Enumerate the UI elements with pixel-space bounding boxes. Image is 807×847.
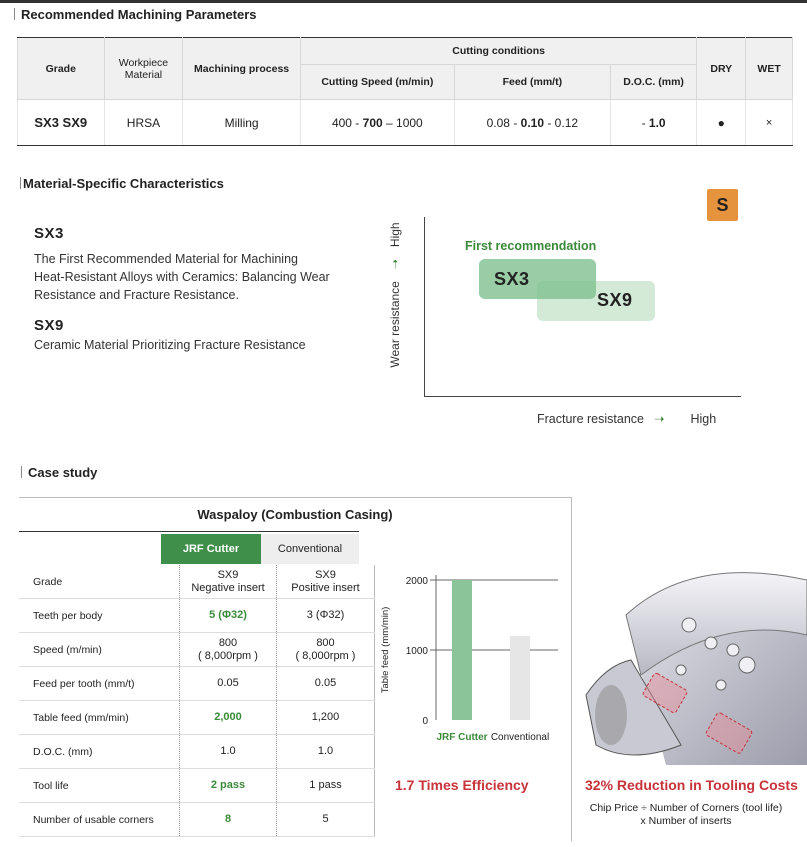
conventional-value: 0.05 [277, 667, 375, 701]
row-label: Teeth per body [19, 599, 180, 633]
jrf-value: 800 ( 8,000rpm ) [180, 633, 277, 667]
machining-parameters-table [17, 37, 793, 146]
section-title-case-study: Case study [21, 465, 97, 480]
cost-formula: Chip Price ÷ Number of Corners (tool life) x Number of inserts [589, 802, 783, 827]
y-tick-label: 1000 [405, 646, 428, 657]
cell-feed: 0.08 - 0.10 - 0.12 [454, 100, 610, 146]
table-row [19, 701, 375, 735]
bar [452, 580, 472, 720]
map-x-label: Fracture resistance ➝ High [537, 412, 717, 426]
header-feed: Feed (mm/t) [454, 65, 610, 100]
jrf-value: SX9 Negative insert [180, 565, 277, 599]
sx3-region-label: SX3 [494, 269, 530, 289]
x-category-label: Conventional [490, 732, 550, 743]
conventional-value: 3 (Φ32) [277, 599, 375, 633]
conventional-value: 1.0 [277, 735, 375, 769]
column-header-conventional: Conventional [261, 534, 359, 564]
case-title: Waspaloy (Combustion Casing) [197, 507, 393, 522]
casing-image [571, 465, 807, 765]
first-recommendation-label: First recommendation [465, 239, 597, 253]
cell-speed: 400 - 700 – 1000 [300, 100, 454, 146]
conventional-value: 5 [277, 803, 375, 837]
column-header-jrf: JRF Cutter [161, 534, 261, 564]
row-label: Tool life [19, 769, 180, 803]
row-label: Speed (m/min) [19, 633, 180, 667]
reduction-label: 32% Reduction in Tooling Costs [585, 777, 798, 793]
table-row [19, 803, 375, 837]
section-title-characteristics: Material-Specific Characteristics [20, 176, 224, 191]
y-axis-label: Table feed (mm/min) [380, 606, 391, 694]
jrf-value: 8 [180, 803, 277, 837]
map-y-label: Wear resistance➝High [388, 222, 402, 368]
cell-process: Milling [183, 100, 300, 146]
table-feed-chart [370, 565, 570, 755]
sx3-description: The First Recommended Material for Machining Heat-Resistant Alloys with Ceramics: Balancing Wear Resistance and Fracture Resistance. [34, 252, 330, 302]
table-row [19, 667, 375, 701]
header-cutting-conditions: Cutting conditions [300, 38, 697, 65]
jrf-value: 2,000 [180, 701, 277, 735]
header-process: Machining process [183, 38, 300, 100]
section-title-parameters: Recommended Machining Parameters [14, 7, 257, 22]
efficiency-label: 1.7 Times Efficiency [395, 777, 529, 793]
conventional-value: 1,200 [277, 701, 375, 735]
arrow-right-icon: ➝ [653, 412, 665, 426]
cell-wet: × [746, 100, 793, 146]
sx9-heading: SX9 [34, 317, 64, 334]
conventional-value: 800 ( 8,000rpm ) [277, 633, 375, 667]
y-tick-label: 0 [422, 716, 428, 727]
table-row [19, 633, 375, 667]
table-row [19, 735, 375, 769]
material-class-badge: S [707, 189, 738, 221]
sx9-region-label: SX9 [597, 290, 633, 310]
case-title-rule [19, 531, 359, 532]
header-doc: D.O.C. (mm) [610, 65, 697, 100]
table-row [19, 769, 375, 803]
row-label: D.O.C. (mm) [19, 735, 180, 769]
header-wet: WET [746, 38, 793, 100]
cell-dry: ● [697, 100, 746, 146]
jrf-value: 1.0 [180, 735, 277, 769]
sx3-heading: SX3 [34, 225, 64, 242]
row-label: Grade [19, 565, 180, 599]
cell-grade: SX3 SX9 [18, 100, 105, 146]
top-rule [0, 0, 807, 3]
map-y-axis [424, 217, 425, 397]
table-row [19, 565, 375, 599]
bar [510, 636, 530, 720]
header-workpiece: Workpiece Material [104, 38, 183, 100]
map-x-axis [424, 396, 741, 397]
jrf-value: 0.05 [180, 667, 277, 701]
header-speed: Cutting Speed (m/min) [300, 65, 454, 100]
y-tick-label: 2000 [405, 576, 428, 587]
arrow-up-icon: ➝ [388, 259, 402, 270]
x-category-label: JRF Cutter [436, 732, 488, 743]
jrf-value: 5 (Φ32) [180, 599, 277, 633]
conventional-value: SX9 Positive insert [277, 565, 375, 599]
conventional-value: 1 pass [277, 769, 375, 803]
table-row [19, 599, 375, 633]
case-study-table [19, 565, 375, 837]
row-label: Table feed (mm/min) [19, 701, 180, 735]
header-dry: DRY [697, 38, 746, 100]
row-label: Number of usable corners [19, 803, 180, 837]
row-label: Feed per tooth (mm/t) [19, 667, 180, 701]
jrf-value: 2 pass [180, 769, 277, 803]
cell-doc: - 1.0 [610, 100, 697, 146]
header-grade: Grade [18, 38, 105, 100]
sx9-description: Ceramic Material Prioritizing Fracture Resistance [34, 338, 306, 352]
cell-workpiece: HRSA [104, 100, 183, 146]
